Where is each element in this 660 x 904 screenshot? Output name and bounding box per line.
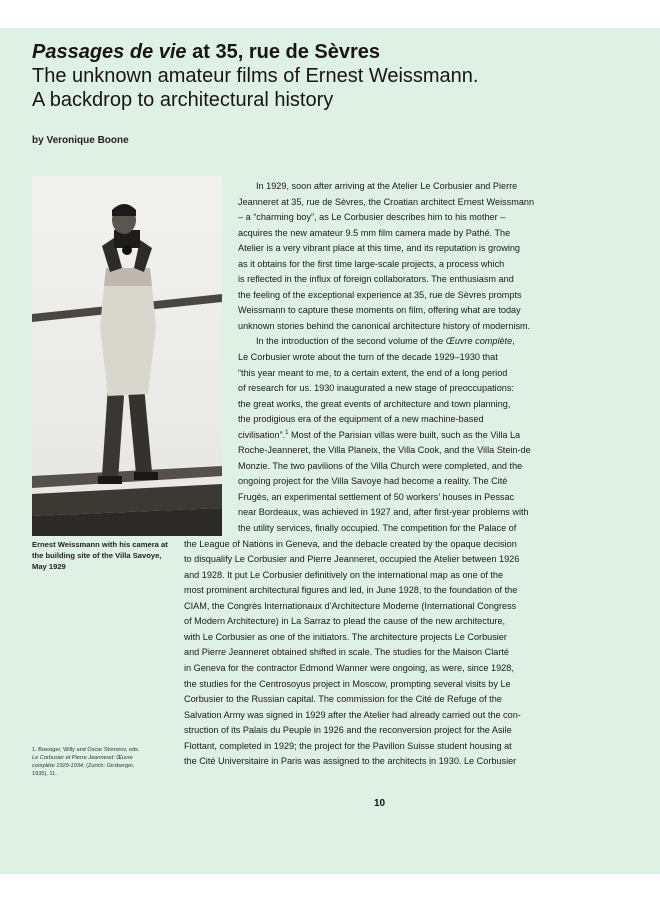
body-line: Monzie. The two pavilions of the Villa Church were completed, and the [238, 460, 523, 471]
body-line: near Bordeaux, was achieved in 1927 and, after first-year problems with [238, 507, 529, 518]
article-body [184, 179, 570, 770]
body-line: and Pierre Jeanneret obtained shifted in scale. The studies for the Maison Clarté [184, 647, 509, 658]
body-line: In 1929, soon after arriving at the Atelier Le Corbusier and Pierre [256, 181, 518, 191]
body-line: Salvation Army was signed in 1929 after the Atelier had already carried out the con- [184, 709, 521, 720]
byline: by Veronique Boone [32, 135, 129, 146]
body-line: the League of Nations in Geneva, and the debacle created by the opaque decision [184, 538, 517, 549]
body-line: Roche-Jeanneret, the Villa Planeix, the Villa Cook, and the Villa Stein-de [238, 445, 531, 456]
body-line [184, 428, 570, 444]
body-line: unknown stories behind the canonical architecture history of modernism. [238, 320, 531, 331]
footnote [32, 746, 147, 778]
footnote-text-end: . (Zurich: Girsberger, 1935), 11. [32, 763, 135, 777]
body-line: of research for us. 1930 inaugurated a new stage of preoccupations: [238, 383, 514, 394]
body-line: and 1928. It put Le Corbusier definitively on the international map as one of the [184, 569, 504, 580]
body-line: in Geneva for the contractor Edmond Wanner were ongoing, as were, since 1928, [184, 662, 514, 673]
body-line: the utility services, finally occupied. The competition for the Palace of [238, 523, 517, 534]
body-text: , [512, 336, 515, 347]
body-line: of Modern Architecture) in La Sarraz to plead the cause of the new architecture, [184, 616, 506, 627]
body-text: In the introduction of the second volume of the [256, 336, 446, 347]
title-italic: Passages de vie [32, 41, 187, 63]
body-italic: Œuvre complète [445, 336, 513, 347]
body-line: the feeling of the exceptional experience at 35, rue de Sèvres prompts [238, 289, 522, 300]
body-line: most prominent architectural figures and led, in June 1928, to the foundation of the [184, 585, 518, 596]
body-line: “this year meant to me, to a certain extent, the end of a long period [238, 367, 508, 378]
body-line: ongoing project for the Villa Savoye had become a reality. The Cité [238, 476, 508, 487]
body-line: struction of its Palais du Peuple in 1926 and the reconversion project for the Asile [184, 725, 512, 736]
body-line: the Cité Universitaire in Paris was assigned to the architects in 1930. Le Corbusier [184, 756, 517, 767]
body-line: Weissmann to capture these moments on film, offering what are today [238, 305, 521, 316]
article-title [32, 40, 642, 64]
body-line: to disqualify Le Corbusier and Pierre Jeanneret, occupied the Atelier between 1926 [184, 554, 520, 565]
body-line: acquires the new amateur 9.5 mm film camera made by Pathé. The [238, 227, 511, 238]
body-line: CIAM, the Congrès Internationaux d’Architecture Moderne (International Congress [184, 600, 517, 611]
body-line: the great works, the great events of architecture and town planning, [238, 398, 511, 409]
body-line: Corbusier to the Russian capital. The commission for the Cité de Refuge of the [184, 694, 502, 705]
body-line: Jeanneret at 35, rue de Sèvres, the Croatian architect Ernest Weissmann [238, 196, 535, 207]
footnote-text: 1. Boesiger, Willy and Oscar Stonorov, eds. [32, 747, 140, 753]
body-line: Atelier is a very vibrant place at this time, and its reputation is growing [238, 243, 520, 254]
body-line: Le Corbusier wrote about the turn of the decade 1929–1930 that [238, 352, 498, 363]
photo-caption: Ernest Weissmann with his camera at the building site of the Villa Savoye, May 1929 [32, 540, 168, 571]
page-number: 10 [374, 798, 386, 809]
body-text: Most of the Parisian villas were built, such as the Villa La [288, 429, 521, 440]
body-line: the prodigious era of the equipment of a new machine-based [238, 414, 484, 425]
body-line: is reflected in the influx of foreign collaborators. The enthusiasm and [238, 274, 514, 285]
body-line: Frugès, an experimental settlement of 50 workers’ houses in Pessac [238, 491, 515, 502]
article-subtitle-line-1: The unknown amateur films of Ernest Weissmann. [32, 65, 479, 87]
body-line: – a “charming boy”, as Le Corbusier describes him to his mother – [238, 212, 506, 223]
article-subtitle-line-2: A backdrop to architectural history [32, 89, 334, 111]
article-title-block [32, 40, 642, 112]
footnote-book-title: Le Corbusier et Pierre Jeanneret: Œuvre complète 1929-1934 [32, 755, 133, 769]
title-rest: at 35, rue de Sèvres [186, 41, 381, 63]
body-line: the studies for the Centrosoyus project in Moscow, prompting several visits by Le [184, 678, 511, 689]
body-line [184, 334, 570, 350]
body-line: Flottant, completed in 1929; the project for the Pavillon Suisse student housing at [184, 740, 512, 751]
body-line: with Le Corbusier as one of the initiators. The architecture projects Le Corbusier [184, 631, 507, 642]
body-text: civilisation”. [238, 429, 286, 440]
body-line: as it obtains for the first time large-scale projects, a process which [238, 258, 505, 269]
footnote-ref: 1 [285, 429, 289, 436]
